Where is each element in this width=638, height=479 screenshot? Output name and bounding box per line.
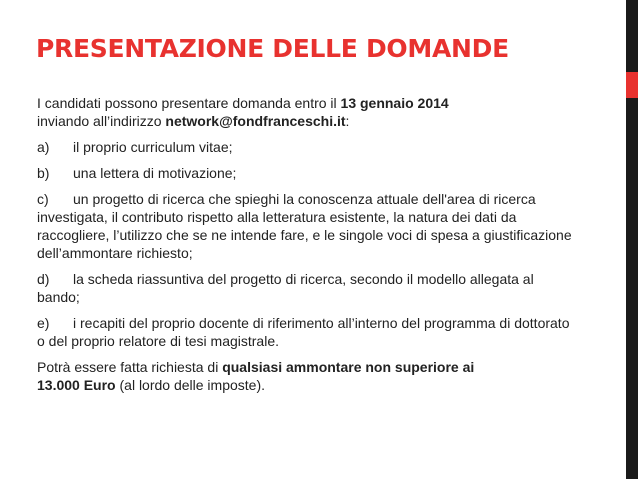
right-side-bar (626, 0, 638, 479)
amount-value: 13.000 Euro (37, 377, 116, 393)
item-label: b) (37, 165, 50, 181)
item-text: i recapiti del proprio docente di riferimento all’interno del programma di dottorato o del proprio relatore di tesi magistrale. (37, 315, 570, 349)
list-item-b (37, 164, 577, 182)
email-address: network@fondfranceschi.it (165, 113, 346, 129)
right-side-accent (626, 72, 638, 98)
closing-paragraph (37, 358, 577, 394)
slide-body (37, 94, 577, 402)
item-label: e) (37, 315, 50, 331)
item-label: a) (37, 139, 50, 155)
item-text: il proprio curriculum vitae; (73, 139, 233, 155)
item-text: la scheda riassuntiva del progetto di ricerca, secondo il modello allegata al bando; (37, 271, 534, 305)
list-item-d (37, 270, 577, 306)
closing-text-2: (al lordo delle imposte). (115, 377, 266, 393)
list-item-a (37, 138, 577, 156)
item-text: un progetto di ricerca che spieghi la conoscenza attuale dell'area di ricerca investigata, il contributo rispetto alla letteratura esistente, la natura dei dati da raccogliere, l’utilizzo che se ne intende fare, e le singole voci di spesa a giustificazione dell’ammontare richiesto; (37, 191, 572, 261)
intro-text-2: inviando all’indirizzo (37, 113, 166, 129)
intro-text-3: : (345, 113, 350, 129)
deadline-date: 13 gennaio 2014 (340, 95, 449, 111)
intro-text-1: I candidati possono presentare domanda entro il (37, 95, 341, 111)
list-item-c (37, 190, 577, 262)
item-text: una lettera di motivazione; (73, 165, 237, 181)
item-label: c) (37, 191, 49, 207)
list-item-e (37, 314, 577, 350)
amount-limit-text: qualsiasi ammontare non superiore ai (222, 359, 475, 375)
slide-title: PRESENTAZIONE DELLE DOMANDE (36, 34, 509, 63)
closing-text-1: Potrà essere fatta richiesta di (37, 359, 223, 375)
intro-paragraph (37, 94, 577, 130)
item-label: d) (37, 271, 50, 287)
